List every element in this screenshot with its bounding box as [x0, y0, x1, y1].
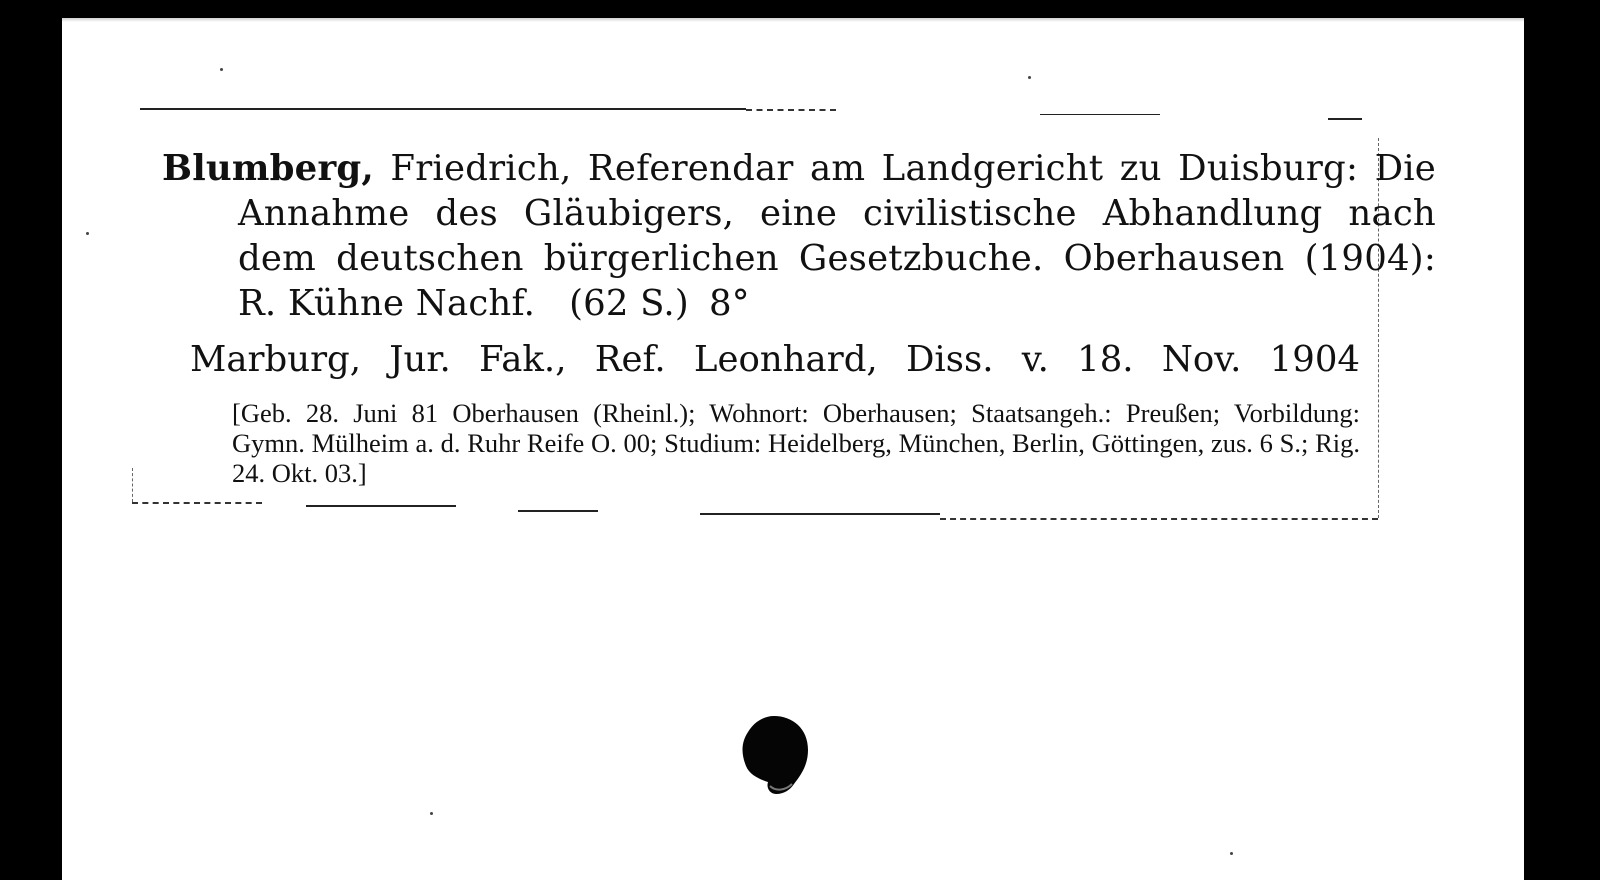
card-top-shadow [62, 18, 1524, 22]
bottom-rule-seg-2 [518, 510, 598, 512]
title-block [162, 146, 1436, 326]
bottom-rule-left [132, 502, 262, 504]
scan-speck [86, 232, 89, 235]
top-rule-dashed [746, 109, 836, 111]
biography-note: [Geb. 28. Juni 81 Oberhausen (Rheinl.); Wohnort: Oberhausen; Staatsangeh.: Preußen; Vorbildung: Gymn. Mülheim a. d. Ruhr Reife O. 00; Studium: Heidelberg, München, Berlin, Göttingen, zus. 6 S.; Rig. 24. Okt. 03.] [232, 398, 1360, 488]
scan-speck [1230, 852, 1233, 855]
bottom-rule-seg-3 [700, 513, 940, 515]
scan-speck [220, 68, 223, 71]
title-and-imprint: Friedrich, Referendar am Landgericht zu Duisburg: Die Annahme des Gläubigers, eine civilistische Abhandlung nach dem deutschen bürgerlichen Gesetzbuche. Oberhausen (1904): R. Kühne Nachf. [238, 148, 1436, 324]
book-format: 8° [708, 283, 750, 324]
punch-hole-blob [740, 714, 810, 796]
bibliographic-entry [162, 146, 1462, 488]
top-rule-right [1328, 118, 1362, 120]
author-name: Blumberg, [162, 148, 374, 189]
bottom-rule-seg-4 [940, 518, 1378, 520]
top-rule-solid [140, 108, 746, 110]
catalog-card [62, 18, 1524, 880]
top-rule-segment [1040, 114, 1160, 115]
dissertation-line: Marburg, Jur. Fak., Ref. Leonhard, Diss. v. 18. Nov. 1904 [190, 339, 1360, 380]
left-edge-mark [132, 468, 133, 502]
scan-speck [430, 812, 433, 815]
scan-speck [1028, 76, 1031, 79]
page-count: (62 S.) [569, 283, 689, 324]
bottom-rule-seg-1 [306, 505, 456, 507]
